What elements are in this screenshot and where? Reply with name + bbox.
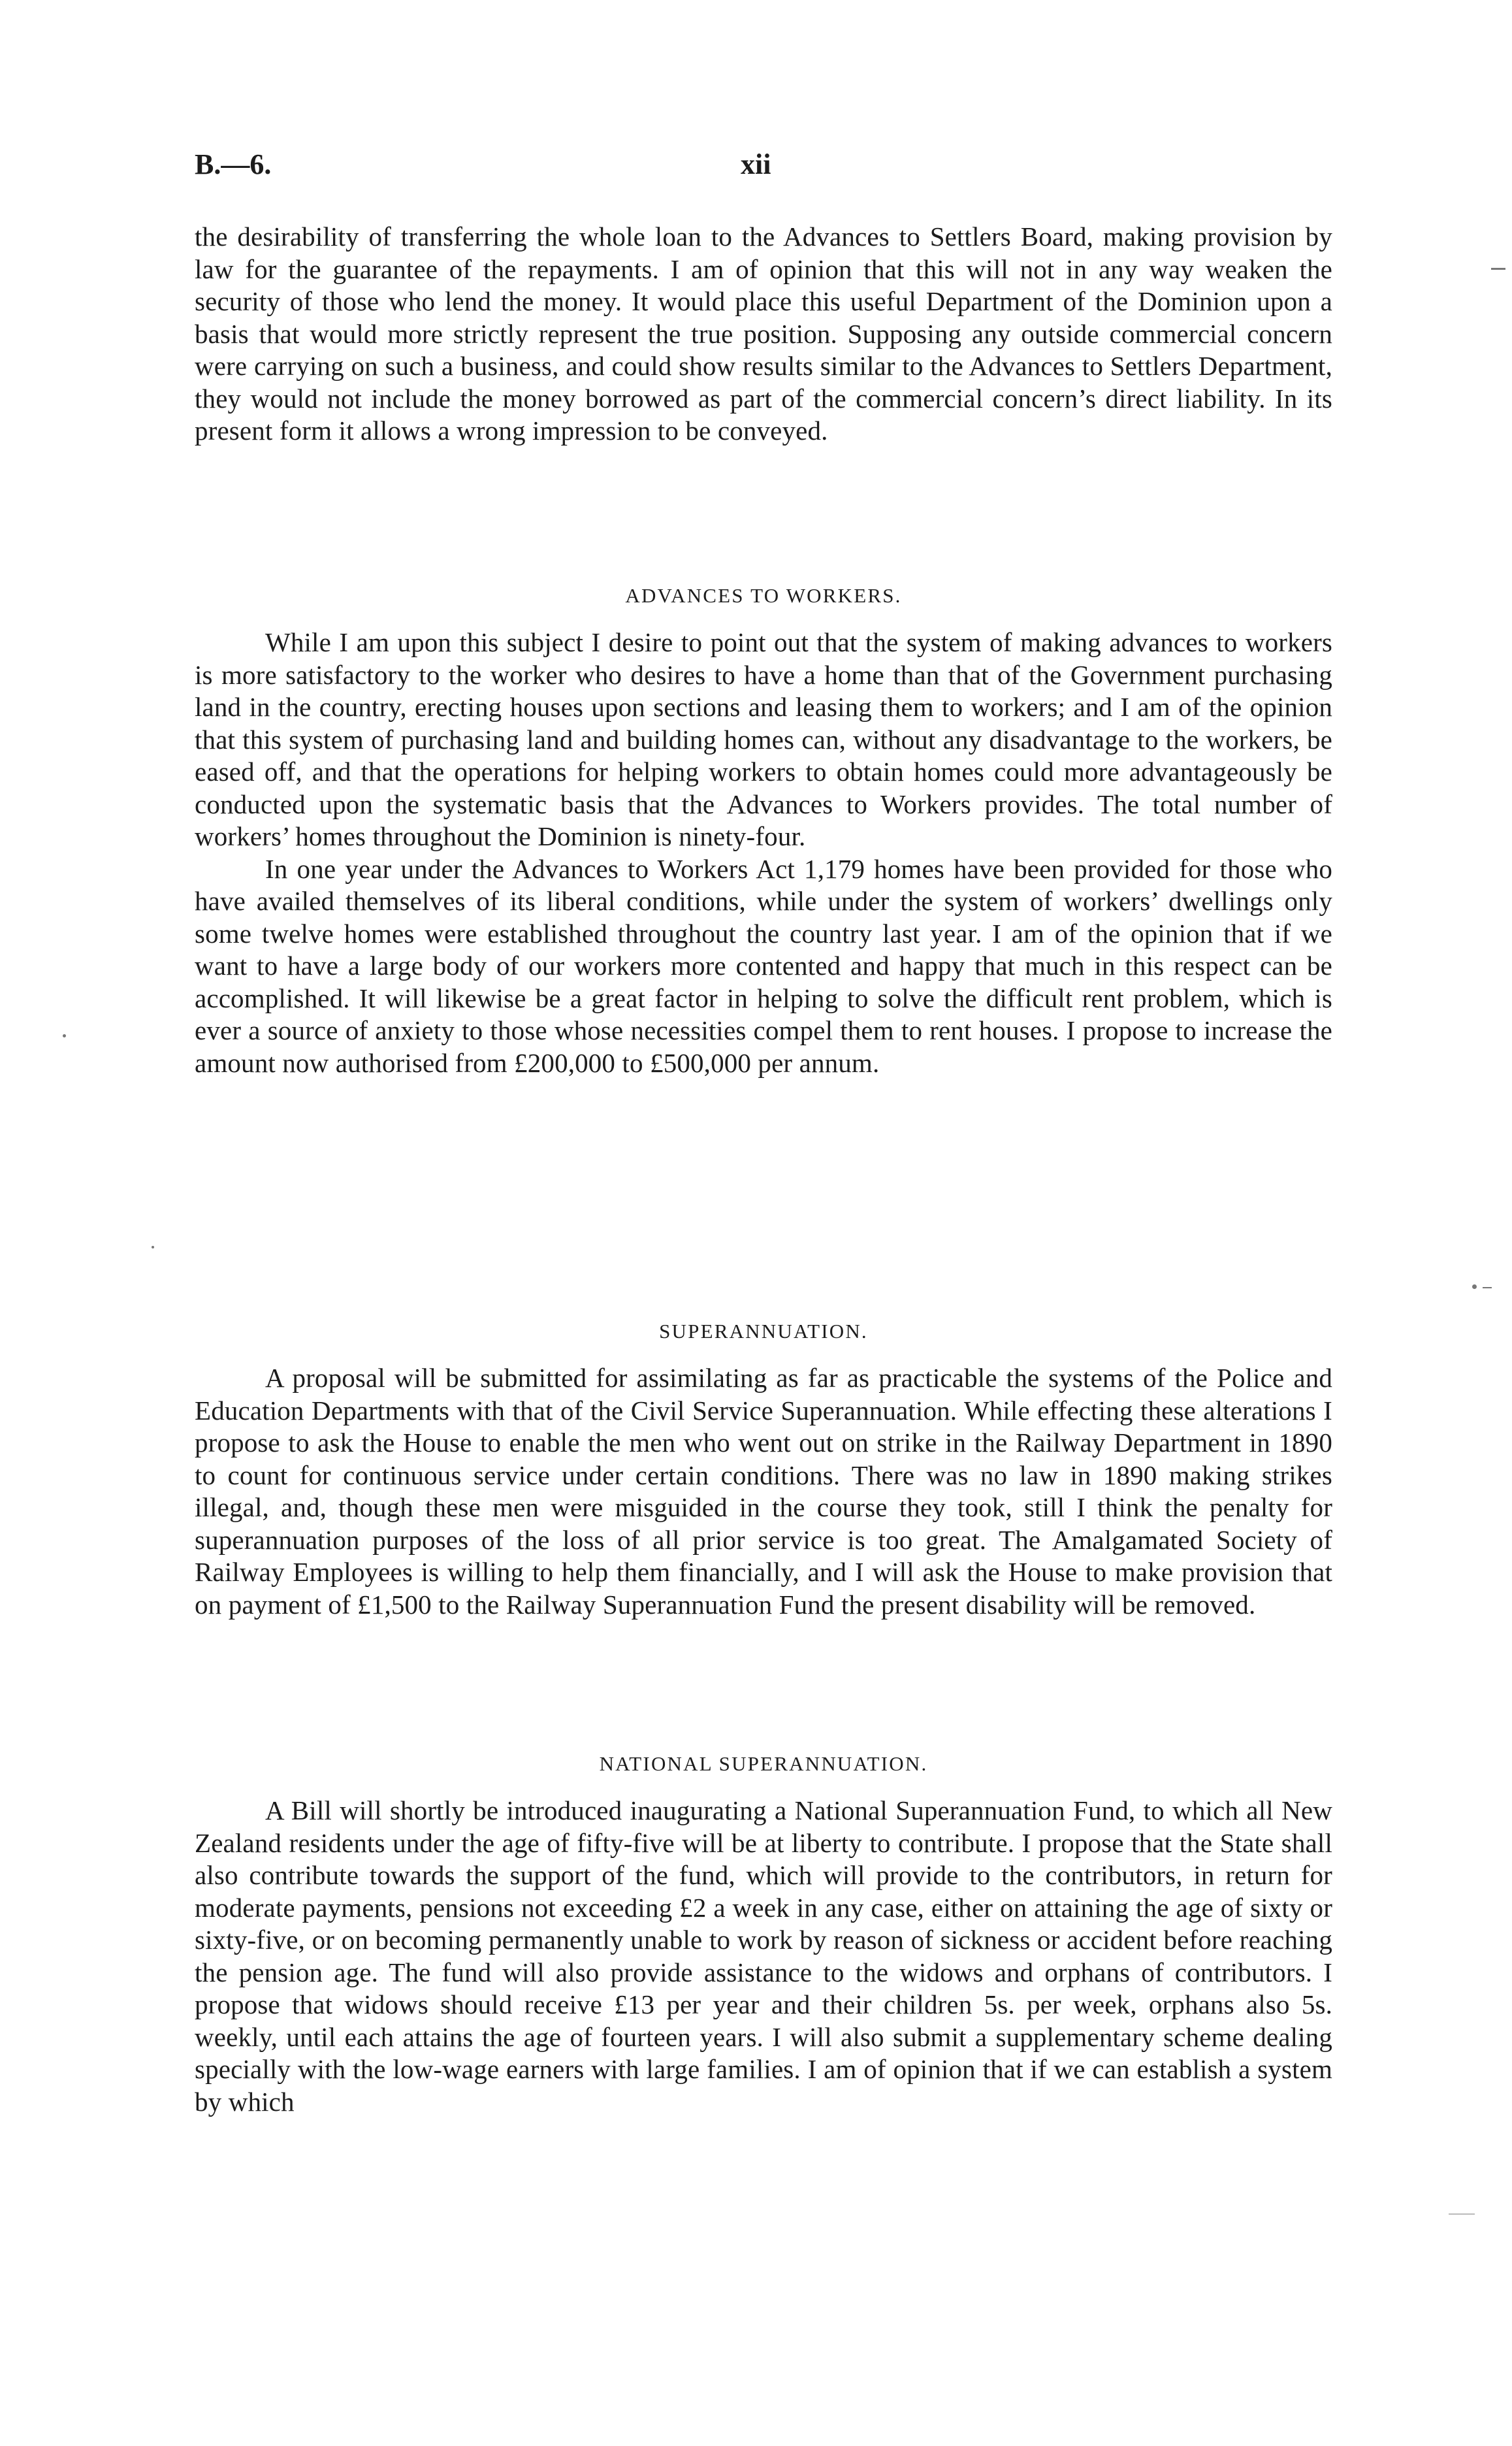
running-header: [195, 148, 1332, 187]
superannuation-body: [195, 1362, 1332, 1621]
document-reference: B.—6.: [195, 148, 272, 180]
margin-mark: [1491, 268, 1505, 270]
margin-speck: [63, 1034, 66, 1037]
section-heading-advances-to-workers: ADVANCES TO WORKERS.: [625, 584, 902, 607]
national-superannuation-paragraph: A Bill will shortly be introduced inaugurating a National Superannuation Fund, to which all New Zealand residents under the age of fifty-five will be at liberty to contribute. I propose that the State shall also contribute towards the support of the fund, which will provide to the contributors, in return for moderate payments, pensions not exceeding £2 a week in any case, either on attaining the age of sixty or sixty-five, or on becoming permanently unable to work by reason of sickness or accident before reaching the pension age. The fund will also provide assistance to the widows and orphans of contributors. I propose that widows should receive £13 per year and their children 5s. per week, orphans also 5s. weekly, until each attains the age of fourteen years. I will also submit a supplementary scheme dealing specially with the low-wage earners with large families. I am of opinion that if we can establish a system by which: [195, 1795, 1332, 2117]
national-superannuation-body: [195, 1795, 1332, 2118]
margin-speck: [1472, 1284, 1477, 1289]
section-heading-superannuation: SUPERANNUATION.: [659, 1320, 868, 1343]
continuation-section: [195, 221, 1332, 448]
section-heading-national-superannuation: NATIONAL SUPERANNUATION.: [599, 1752, 928, 1775]
page-number: xii: [741, 148, 771, 180]
superannuation-section: [195, 1318, 1332, 1345]
advances-paragraph-1: While I am upon this subject I desire to point out that the system of making advances to workers is more satisfactory to the worker who desires to have a home than that of the Government purchasing land in the country, erecting houses upon sections and leasing them to workers; and I am of the opinion that this system of purchasing land and building homes can, without any disadvantage to the workers, be eased off, and that the operations for helping workers to obtain homes could more advantageously be conducted upon the systematic basis that the Advances to Workers provides. The total number of workers’ homes throughout the Dominion is ninety-four.: [195, 627, 1332, 851]
margin-speck: [152, 1246, 154, 1248]
advances-to-workers-section: [195, 583, 1332, 609]
superannuation-paragraph: A proposal will be submitted for assimilating as far as practicable the systems of the Police and Education Departments with that of the Civil Service Superannuation. While effecting these alterations I propose to ask the House to enable the men who went out on strike in the Railway Department in 1890 to count for continuous service under certain conditions. There was no law in 1890 making strikes illegal, and, though these men were misguided in the course they took, still I think the penalty for superannuation purposes of the loss of all prior service is too great. The Amalgamated Society of Railway Employees is willing to help them financially, and I will ask the House to make provision that on payment of £1,500 to the Railway Superannuation Fund the present disability will be removed.: [195, 1363, 1332, 1620]
advances-paragraph-2: In one year under the Advances to Workers Act 1,179 homes have been provided for those who have availed themselves of its liberal conditions, while under the system of workers’ dwellings only some twelve homes were established throughout the country last year. I am of the opinion that if we want to have a large body of our workers more contented and happy that much in this respect can be accomplished. It will likewise be a great factor in helping to solve the difficult rent problem, which is ever a source of anxiety to those whose necessities compel them to rent houses. I propose to increase the amount now authorised from £200,000 to £500,000 per annum.: [195, 853, 1332, 1078]
advances-to-workers-body: [195, 627, 1332, 1079]
continuation-paragraph: the desirability of transferring the whole loan to the Advances to Settlers Board, making provision by law for the guarantee of the repayments. I am of opinion that this will not in any way weaken the security of those who lend the money. It would place this useful Department of the Dominion upon a basis that would more strictly represent the true position. Supposing any outside commercial concern were carrying on such a business, and could show results similar to the Advances to Settlers Department, they would not include the money borrowed as part of the commercial concern’s direct liability. In its present form it allows a wrong impression to be conveyed.: [195, 221, 1332, 446]
margin-mark: [1449, 2213, 1475, 2215]
national-superannuation-section: [195, 1751, 1332, 1777]
margin-mark: [1483, 1287, 1492, 1288]
